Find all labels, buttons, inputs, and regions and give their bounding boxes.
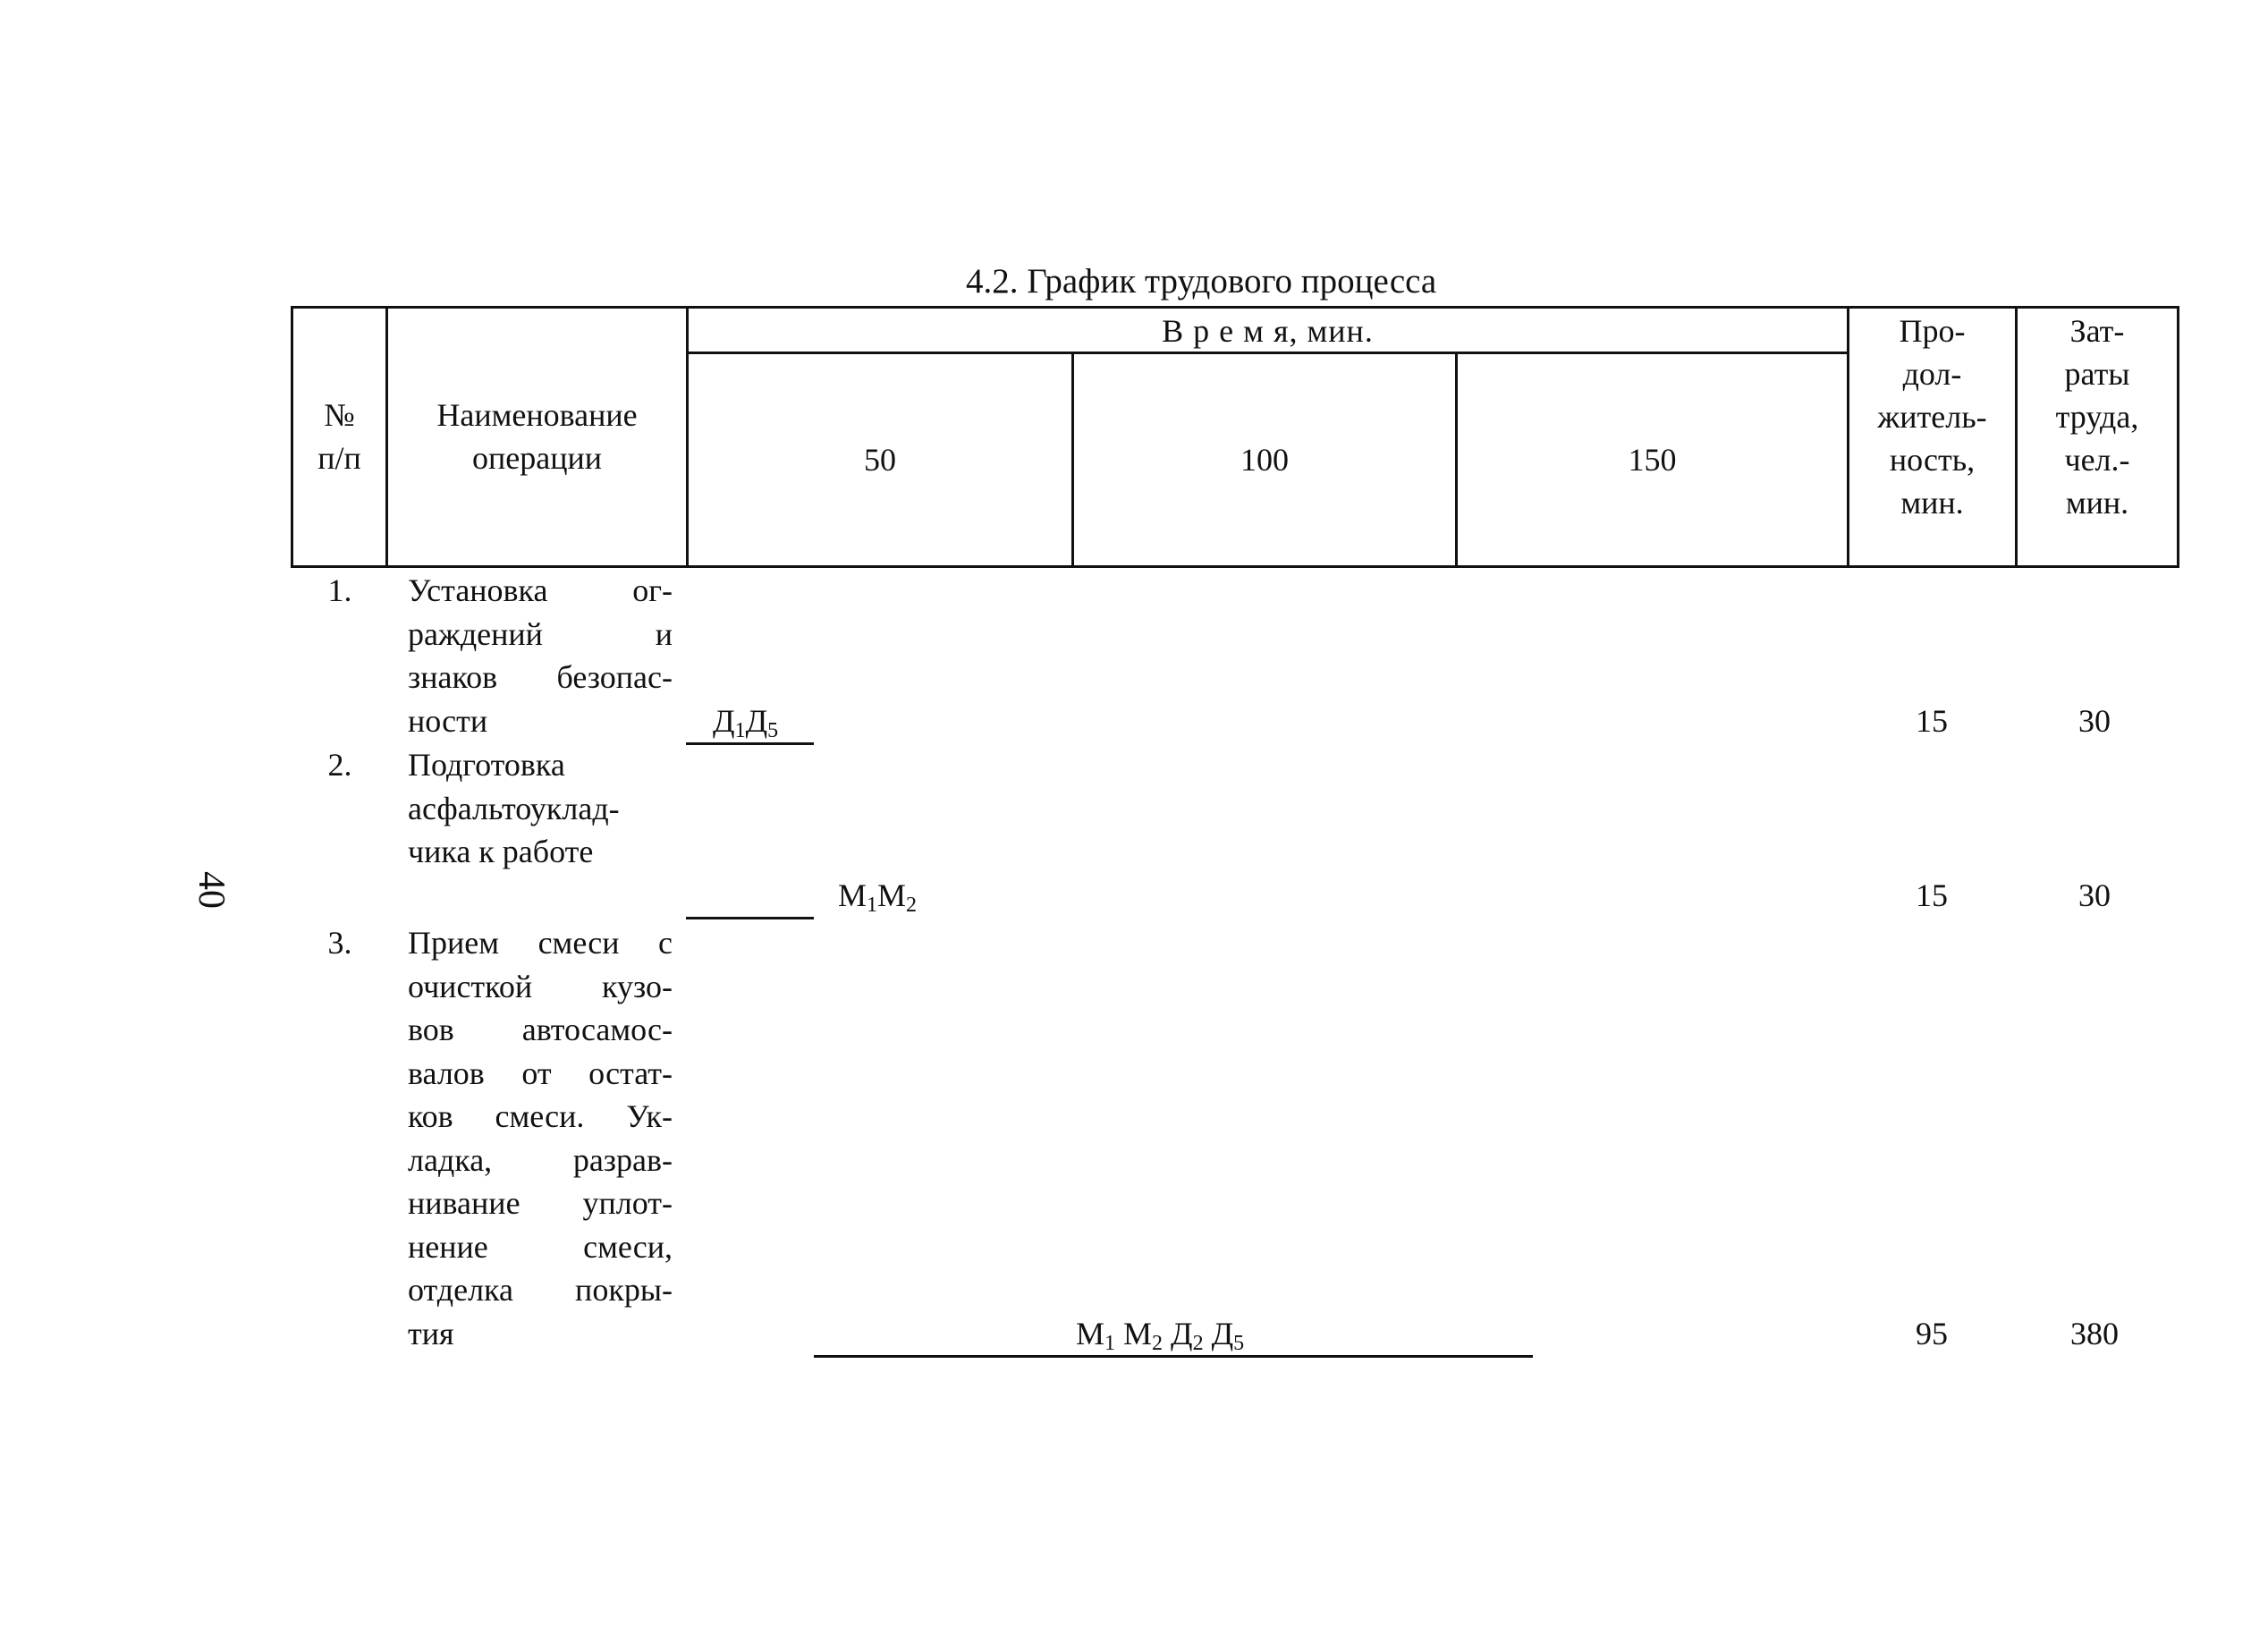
- crew-label: $М_1$ $М_2$ $Д_2$ $Д_5$: [1076, 1316, 1245, 1355]
- row-number: 1.: [327, 572, 352, 608]
- page-number: 40: [190, 871, 232, 909]
- row-number: 3.: [327, 925, 352, 961]
- crew-label: $Д_1Д_5$: [713, 703, 779, 742]
- labor-value: 30: [2078, 703, 2111, 739]
- duration-value: 95: [1916, 1316, 1948, 1351]
- row-number: 2.: [327, 747, 352, 783]
- header-col-num: № п/п: [317, 397, 361, 476]
- operation-name: Подготовка асфальтоуклад- чика к работе: [408, 747, 620, 869]
- time-tick-100: 100: [1240, 442, 1289, 478]
- gantt-bar: [814, 1355, 1533, 1358]
- table-title: 4.2. График трудового процесса: [966, 262, 1437, 301]
- duration-value: 15: [1916, 703, 1948, 739]
- duration-value: 15: [1916, 877, 1948, 913]
- time-tick-50: 50: [864, 442, 896, 478]
- labor-value: 30: [2078, 877, 2111, 913]
- header-col-duration: Про- дол- житель- ность, мин.: [1877, 313, 1987, 521]
- labor-value: 380: [2070, 1316, 2119, 1351]
- operation-name: Прием смеси с очисткой кузо- вов автосамос- валов от остат- ков смеси. Ук- ладка, разрав- нивание уплот- нение смеси, отделка покры- тия: [408, 925, 673, 1351]
- gantt-bar: [686, 742, 814, 745]
- header-time-caption: В р е м я, мин.: [1162, 313, 1374, 349]
- gantt-bar: [686, 917, 814, 919]
- operation-name: Установка ог- раждений и знаков безопас- ности: [408, 572, 673, 739]
- header-col-labor: Зат- раты труда, чел.- мин.: [2055, 313, 2139, 521]
- time-tick-150: 150: [1628, 442, 1677, 478]
- header-col-name: Наименование операции: [436, 397, 638, 476]
- crew-label: $М_1М_2$: [838, 877, 918, 917]
